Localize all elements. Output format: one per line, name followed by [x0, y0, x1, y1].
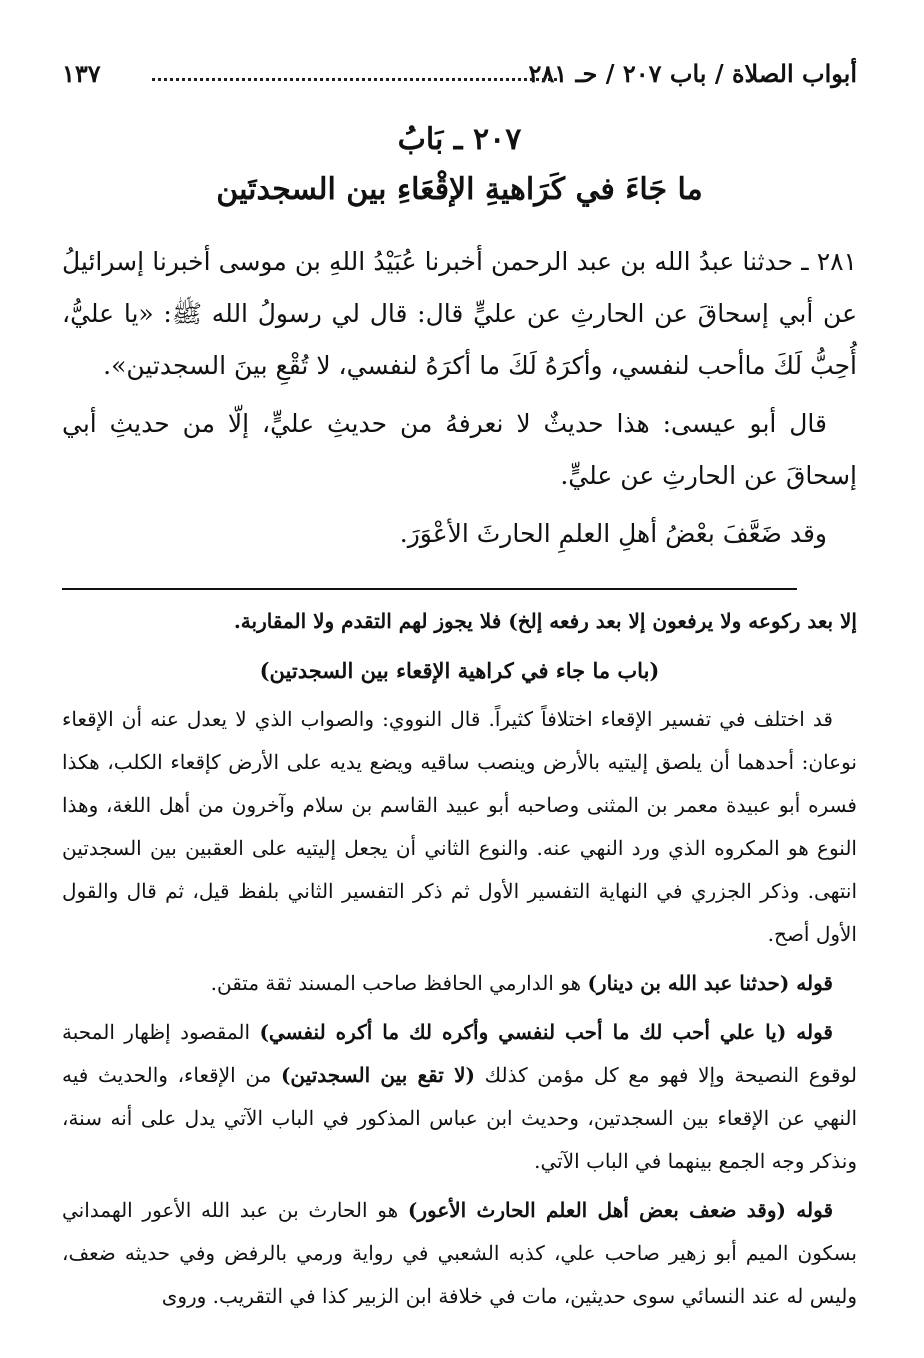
commentary-paragraph	[62, 1189, 857, 1318]
commentary-subheading: (باب ما جاء في كراهية الإقعاء بين السجدتين)	[259, 658, 660, 683]
commentary-quote: قوله (وقد ضعف بعض أهل العلم الحارث الأعور)	[407, 1198, 834, 1222]
chapter-number: ٢٠٧ ـ بَابُ	[397, 122, 522, 157]
header-title: أبواب الصلاة / باب ٢٠٧ / حـ ٢٨١	[528, 59, 857, 88]
page	[62, 52, 857, 1324]
commentary-quote: قوله (حدثنا عبد الله بن دينار)	[587, 971, 833, 995]
commentary-paragraph: قد اختلف في تفسير الإقعاء اختلافاً كثيراً. قال النووي: والصواب الذي لا يعدل عنه أن الإقعاء نوعان: أحدهما أن يلصق إليتيه بالأرض وينصب ساقيه ويضع يديه على الأرض كإقعاء الكلب، هكذا فسره أبو عبيدة معمر بن المثنى وصاحبه أبو عبيد القاسم بن سلام وآخرون من أهل اللغة، وهذا النوع هو المكروه الذي ورد النهي عنه. والنوع الثاني أن يجعل إليتيه على العقبين بين السجدتين انتهى. وذكر الجزري في النهاية التفسير الأول ثم ذكر التفسير الثاني بلفظ قيل، ثم قال والقول الأول أصح.	[62, 707, 857, 946]
commentary-text: هو الدارمي الحافظ صاحب المسند ثقة متقن.	[210, 971, 588, 995]
header-leader-dots	[152, 78, 557, 81]
commentary-text: من الإقعاء، والحديث فيه النهي عن الإقعاء بين السجدتين، وحديث ابن عباس المذكور في الباب الآتي يدل على أنه سنة، ونذكر وجه الجمع بينهما في الباب الآتي.	[62, 1063, 857, 1173]
commentary-text: هو الحارث بن عبد الله الأعور الهمداني بسكون الميم أبو زهير صاحب علي، كذبه الشعبي في رواية ورمي بالرفض وفي حديثه ضعف، وليس له عند النسائي سوى حديثين، مات في خلافة ابن الزبير كذا في التقريب. وروى	[62, 1198, 857, 1308]
chapter-title: ما جَاءَ في كَرَاهيةِ الإقْعَاءِ بين السجدتَين	[216, 172, 703, 207]
commentary-paragraph	[62, 962, 857, 1005]
hadith-paragraph: وقد ضَعَّفَ بعْضُ أهلِ العلمِ الحارثَ الأعْوَرَ.	[399, 519, 827, 548]
commentary-paragraph: إلا بعد ركوعه ولا يرفعون إلا بعد رفعه إلخ) فلا يجوز لهم التقدم ولا المقاربة.	[233, 609, 857, 633]
page-number: ١٣٧	[62, 59, 101, 88]
hadith-paragraph: قال أبو عيسى: هذا حديثٌ لا نعرفهُ من حديثِ عليٍّ، إلّا من حديثِ أبي إسحاقَ عن الحارثِ عن عليٍّ.	[62, 409, 857, 490]
running-header	[62, 52, 857, 96]
separator-rule	[62, 588, 797, 590]
hadith-paragraph: ٢٨١ ـ حدثنا عبدُ الله بن عبد الرحمن أخبرنا عُبَيْدُ اللهِ بن موسى أخبرنا إسرائيلُ عن أبي إسحاقَ عن الحارثِ عن عليٍّ قال: قال لي رسولُ الله ﷺ: «يا عليُّ، أُحِبُّ لَكَ ماأحب لنفسي، وأكرَهُ لَكَ ما أكرَهُ لنفسي، لا تُقْعِ بينَ السجدتين».	[62, 247, 857, 380]
commentary-paragraph	[62, 1011, 857, 1183]
hadith-text	[62, 236, 857, 560]
commentary-text: المقصود إظهار المحبة لوقوع النصيحة وإلا فهو مع كل مؤمن كذلك	[62, 1020, 857, 1087]
commentary-quote: قوله (يا علي أحب لك ما أحب لنفسي وأكره لك ما أكره لنفسي)	[259, 1020, 833, 1044]
commentary	[62, 600, 857, 1318]
separator-rule-wrap	[62, 566, 857, 590]
commentary-quote: (لا تقع بين السجدتين)	[280, 1063, 475, 1087]
